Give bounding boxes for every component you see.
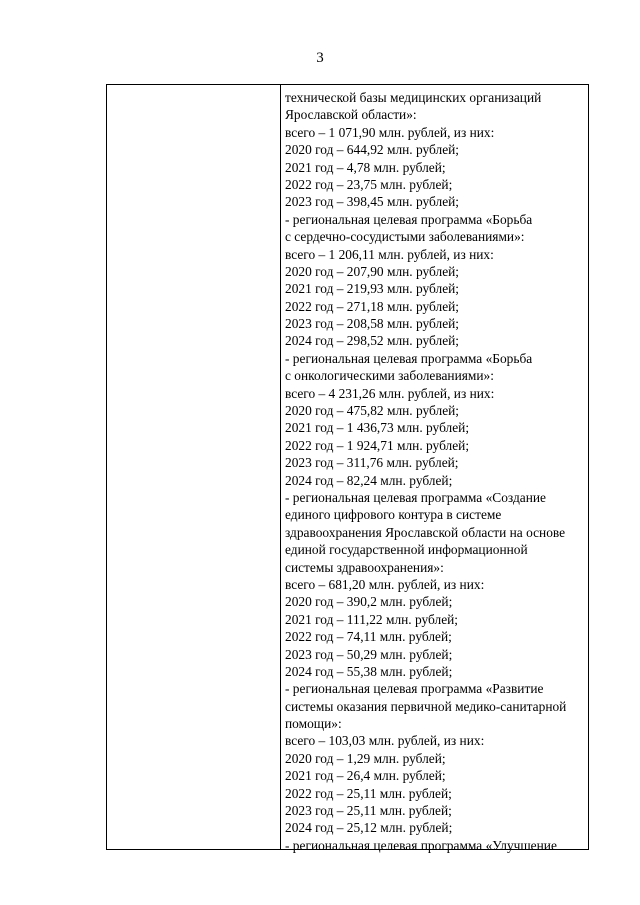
text-line: единой государственной информационной: [285, 542, 528, 558]
text-line: - региональная целевая программа «Создание: [285, 489, 546, 505]
text-line: 2020 год – 475,82 млн. рублей;: [285, 403, 460, 419]
text-line: 2020 год – 390,2 млн. рублей;: [285, 594, 453, 610]
text-line: 2021 год – 219,93 млн. рублей;: [285, 281, 460, 297]
text-line: всего – 1 071,90 млн. рублей, из них:: [285, 124, 495, 140]
text-line: 2024 год – 55,38 млн. рублей;: [285, 663, 453, 679]
text-line: 2021 год – 111,22 млн. рублей;: [285, 611, 459, 627]
text-line: 2021 год – 26,4 млн. рублей;: [285, 768, 446, 784]
text-line: 2023 год – 208,58 млн. рублей;: [285, 316, 460, 332]
text-line: 2022 год – 271,18 млн. рублей;: [285, 298, 460, 314]
text-line: 2023 год – 25,11 млн. рублей;: [285, 803, 452, 819]
text-line: 2022 год – 74,11 млн. рублей;: [285, 629, 452, 645]
text-line: единого цифрового контура в системе: [285, 507, 502, 523]
text-line: 2024 год – 82,24 млн. рублей;: [285, 472, 453, 488]
text-line: системы оказания первичной медико-санитарной: [285, 698, 567, 714]
text-line: технической базы медицинских организаций: [285, 90, 542, 105]
budget-table: [106, 84, 589, 853]
text-line: всего – 103,03 млн. рублей, из них:: [285, 733, 485, 749]
text-line: 2020 год – 1,29 млн. рублей;: [285, 750, 446, 766]
text-line: всего – 1 206,11 млн. рублей, из них:: [285, 246, 494, 262]
column-divider: [280, 85, 281, 849]
text-line: с онкологическими заболеваниями»:: [285, 368, 494, 384]
text-line: - региональная целевая программа «Борьба: [285, 350, 533, 366]
text-line: 2022 год – 1 924,71 млн. рублей;: [285, 437, 470, 453]
page-number: 3: [316, 50, 324, 66]
text-line: 2023 год – 50,29 млн. рублей;: [285, 646, 453, 662]
text-line: всего – 4 231,26 млн. рублей, из них:: [285, 385, 495, 401]
text-line: здравоохранения Ярославской области на основе: [285, 524, 566, 540]
text-line: 2020 год – 644,92 млн. рублей;: [285, 142, 460, 158]
text-line: 2020 год – 207,90 млн. рублей;: [285, 263, 460, 279]
text-line: 2021 год – 4,78 млн. рублей;: [285, 159, 446, 175]
text-line: 2024 год – 298,52 млн. рублей;: [285, 333, 460, 349]
text-line: 2022 год – 23,75 млн. рублей;: [285, 176, 453, 192]
funding-text-column: [285, 89, 584, 854]
text-line: помощи»:: [285, 716, 342, 732]
text-line: 2023 год – 311,76 млн. рублей;: [285, 455, 459, 471]
text-line: 2021 год – 1 436,73 млн. рублей;: [285, 420, 470, 436]
text-line: - региональная целевая программа «Борьба: [285, 211, 533, 227]
text-line: всего – 681,20 млн. рублей, из них:: [285, 576, 485, 592]
text-line: 2022 год – 25,11 млн. рублей;: [285, 785, 452, 801]
text-line: системы здравоохранения»:: [285, 559, 444, 575]
text-line: с сердечно-сосудистыми заболеваниями»:: [285, 229, 525, 245]
text-line: 2023 год – 398,45 млн. рублей;: [285, 194, 460, 210]
text-line: - региональная целевая программа «Развитие: [285, 681, 544, 697]
text-line: 2024 год – 25,12 млн. рублей;: [285, 820, 453, 836]
text-line: Ярославской области»:: [285, 107, 417, 123]
text-line: - региональная целевая программа «Улучшение: [285, 837, 557, 853]
